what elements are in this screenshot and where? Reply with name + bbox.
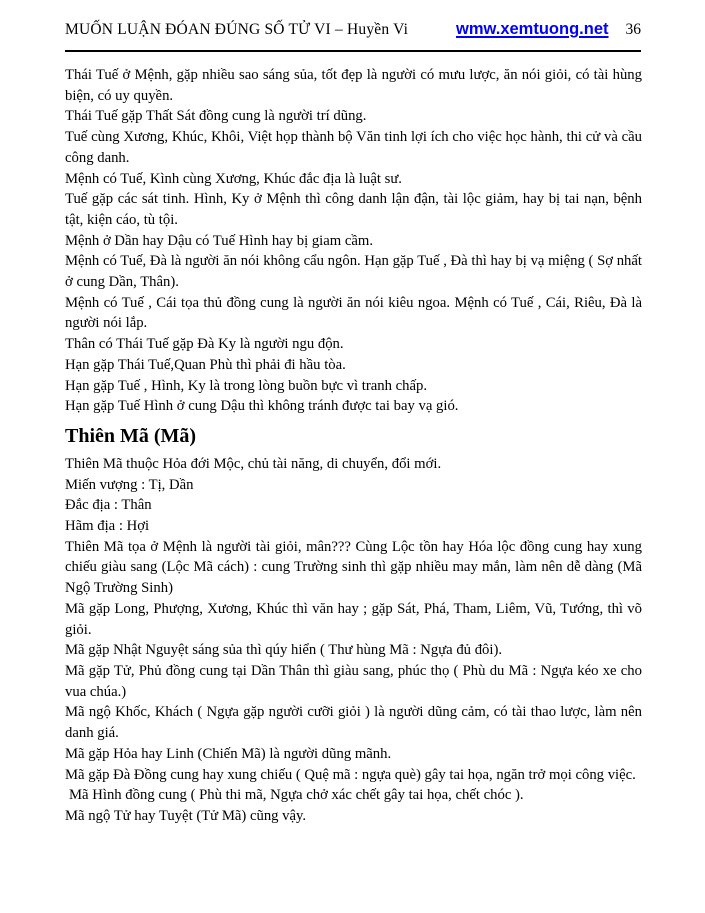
document-title: MUỐN LUẬN ĐÓAN ĐÚNG SỐ TỬ VI – Huyền Vi bbox=[65, 21, 409, 38]
paragraph: Mã gặp Nhật Nguyệt sáng sủa thì qúy hiển ( Thư hùng Mã : Ngựa đủ đôi). bbox=[65, 642, 503, 659]
paragraph: Tuế gặp các sát tinh. Hình, Ky ở Mệnh thì công danh lận đận, tài lộc giảm, hay bị tai nạn, bệnh tật, kiện cáo, tù tội. bbox=[65, 191, 642, 228]
paragraph: Mã gặp Hỏa hay Linh (Chiến Mã) là người dũng mãnh. bbox=[65, 745, 392, 762]
page-header bbox=[0, 0, 705, 39]
paragraph: Mệnh có Tuế, Đà là người ăn nói không cẩu ngôn. Hạn gặp Tuế , Đà thì hay bị vạ miệng ( Sợ nhất ở cung Dần, Thân). bbox=[65, 253, 642, 291]
paragraph: Mã gặp Long, Phượng, Xương, Khúc thì văn hay ; gặp Sát, Phá, Tham, Liêm, Vũ, Tướng, thì võ giỏi. bbox=[65, 600, 642, 638]
paragraph: Hãm địa : Hợi bbox=[65, 518, 150, 535]
paragraph: Hạn gặp Thái Tuế,Quan Phù thì phải đi hầu tòa. bbox=[65, 356, 346, 373]
paragraph: Thân có Thái Tuế gặp Đà Ky là người ngu độn. bbox=[65, 336, 344, 353]
paragraph: Mã ngộ Khốc, Khách ( Ngựa gặp người cưỡi giỏi ) là người dũng cảm, có tài thao lược, làm nên danh giá. bbox=[65, 704, 642, 742]
paragraph: Thiên Mã thuộc Hỏa đới Mộc, chủ tài năng, di chuyển, đổi mới. bbox=[65, 455, 442, 472]
page-number: 36 bbox=[625, 21, 641, 38]
paragraph: Mệnh có Tuế , Cái tọa thủ đồng cung là người ăn nói kiêu ngoa. Mệnh có Tuế , Cái, Riêu, Đà là người nói lắp. bbox=[65, 294, 642, 332]
paragraph: Thái Tuế ở Mệnh, gặp nhiều sao sáng sủa, tốt đẹp là người có mưu lược, ăn nói giỏi, có tài hùng biện, có uy quyền. bbox=[65, 67, 642, 104]
paragraph: Mã gặp Tử, Phủ đồng cung tại Dần Thân thì giàu sang, phúc thọ ( Phù du Mã : Ngựa kéo xe cho vua chúa.) bbox=[65, 662, 642, 700]
paragraph: Mã Hình đồng cung ( Phù thi mã, Ngựa chở xác chết gây tai họa, chết chóc ). bbox=[69, 787, 524, 804]
paragraph: Thái Tuế gặp Thất Sát đồng cung là người trí dũng. bbox=[65, 108, 367, 125]
paragraph: Đắc địa : Thân bbox=[65, 497, 152, 514]
section-heading: Thiên Mã (Mã) bbox=[65, 424, 197, 447]
paragraph: Mã gặp Đà Đồng cung hay xung chiếu ( Quệ mã : ngựa què) gây tai họa, ngăn trở mọi công việc. bbox=[65, 766, 636, 783]
paragraph: Thiên Mã tọa ở Mệnh là người tài giỏi, mân??? Cùng Lộc tồn hay Hóa lộc đồng cung hay xung chiếu giàu sang (Lộc Mã cách) : cung Trường sinh thì gặp nhiều may mắn, làm nên dễ dàng (Mã Ngộ Trường Sinh) bbox=[65, 538, 642, 597]
paragraph: Tuế cùng Xương, Khúc, Khôi, Việt họp thành bộ Văn tinh lợi ích cho việc học hành, thi cử và cầu công danh. bbox=[65, 129, 642, 166]
site-link[interactable]: wmw.xemtuong.net bbox=[456, 20, 609, 38]
paragraph: Mã ngộ Tử hay Tuyệt (Tử Mã) cũng vậy. bbox=[65, 807, 307, 824]
paragraph: Hạn gặp Tuế , Hình, Ky là trong lòng buồn bực vì tranh chấp. bbox=[65, 377, 428, 394]
document-body bbox=[0, 52, 705, 827]
paragraph: Mệnh ở Dần hay Dậu có Tuế Hình hay bị giam cầm. bbox=[65, 232, 373, 249]
paragraph: Miến vượng : Tị, Dần bbox=[65, 476, 194, 493]
header-right-group bbox=[456, 20, 641, 39]
paragraph: Mệnh có Tuế, Kình cùng Xương, Khúc đắc địa là luật sư. bbox=[65, 170, 402, 187]
paragraph: Hạn gặp Tuế Hình ở cung Dậu thì không tránh được tai bay vạ gió. bbox=[65, 398, 459, 415]
